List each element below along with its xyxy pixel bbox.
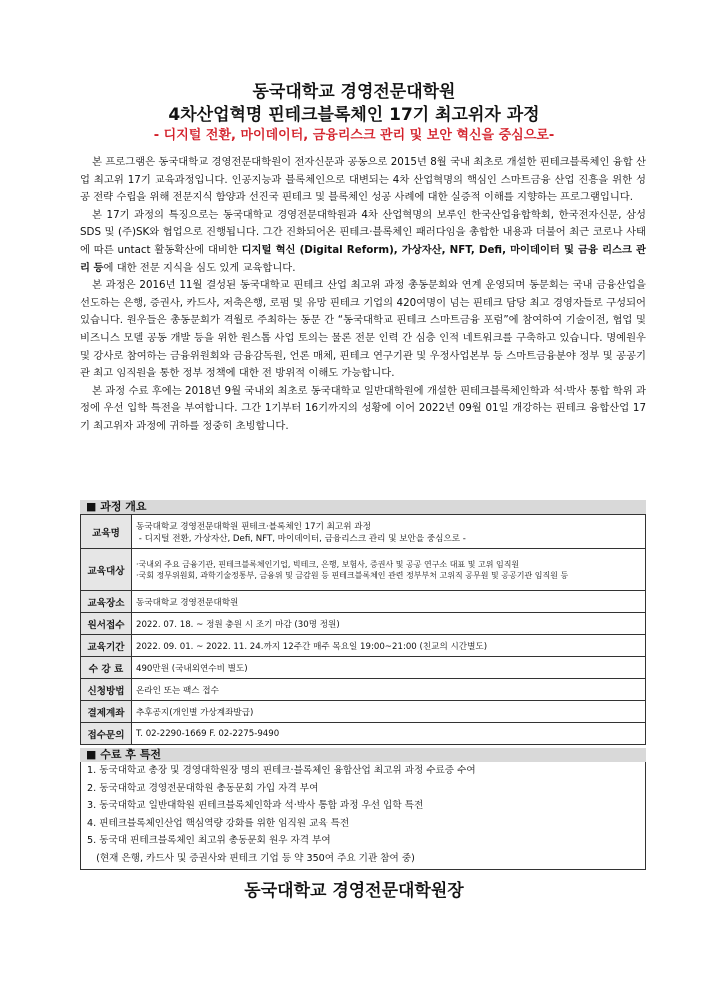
benefits-section-title: ■ 수료 후 특전 — [80, 748, 646, 762]
row-value: 온라인 또는 팩스 접수 — [132, 679, 646, 701]
overview-section-title: ■ 과정 개요 — [80, 500, 646, 514]
row-label: 결제계좌 — [81, 701, 132, 723]
row-value-line: - 디지털 전환, 가상자산, Defi, NFT, 마이데이터, 금융리스크 관리 및 보안을 중심으로 - — [136, 533, 466, 544]
row-label: 교육대상 — [81, 549, 132, 591]
table-row — [81, 591, 646, 613]
list-item: 4. 핀테크블록체인산업 핵심역량 강화를 위한 임직원 교육 특전 — [87, 817, 350, 829]
intro-paragraph-3: 본 과정은 2016년 11월 결성된 동국대학교 핀테크 산업 최고위 과정 총동문회와 연계 운영되며 동문회는 국내 금융산업을 선도하는 은행, 증권사, 카드사, 저축은행, 로펌 및 유망 핀테크 기업의 420여명이 넘는 핀테크 담당 최고 경영자들로 구성되어 있습니다. 원우들은 총동문회가 격월로 주최하는 동문 간 “동국대학교 핀테크 스마트금융 포럼”에 참여하여 기술이전, 협업 및 비즈니스 모델 공동 개발 등을 위한 원스톱 사업 토의는 물론 전문 인력 간 심층 인적 네트워크를 구축하고 있습니다. 명예원우 및 강사로 참여하는 금융위원회와 금융감독원, 언론 매체, 핀테크 연구기관 및 우정사업본부 등 스마트금융분야 정부 및 공공기관 최고 임직원을 통한 정부 정책에 대한 전 방위적 이해도 가능합니다. — [80, 279, 646, 380]
institution-title: 동국대학교 경영전문대학원 — [252, 82, 456, 102]
program-title: 4차산업혁명 핀테크블록체인 17기 최고위자 과정 — [168, 105, 540, 125]
row-value — [132, 515, 646, 549]
table-row — [81, 635, 646, 657]
intro-paragraph-4: 본 과정 수료 후에는 2018년 9월 국내외 최초로 동국대학교 일반대학원에 개설한 핀테크블록체인학과 석·박사 통합 학위 과정에 우선 입학 특전을 부여합니다. 그간 1기부터 16기까지의 성황에 이어 2022년 09월 01일 개강하는 핀테크 융합산업 17기 최고위자 과정에 귀하를 정중히 초빙합니다. — [80, 384, 646, 432]
table-row — [81, 613, 646, 635]
list-item: 1. 동국대학교 총장 및 경영대학원장 명의 핀테크·블록체인 융합산업 최고위 과정 수료증 수여 — [87, 765, 476, 776]
row-label: 수 강 료 — [81, 657, 132, 679]
list-item: (현재 은행, 카드사 및 증권사와 핀테크 기업 등 약 350여 주요 기관 참여 중) — [87, 852, 415, 864]
row-value: 동국대학교 경영전문대학원 — [132, 591, 646, 613]
intro-p2-bold: 디지털 혁신 (Digital Reform), 가상자산, NFT, Defi, 마이데이터 및 금융 리스크 관리 등 — [80, 243, 646, 274]
intro-paragraph-1: 본 프로그램은 동국대학교 경영전문대학원이 전자신문과 공동으로 2015년 8월 국내 최초로 개설한 핀테크블록체인 융합 산업 최고위 17기 교육과정입니다. 인공지능과 블록체인으로 대변되는 4차 산업혁명의 핵심인 스마트금융 산업 진흥을 위한 성공 전략 수립을 위해 전문지식 함양과 선진국 핀테크 및 블록체인 성공 사례에 대한 실증적 이해를 지향하는 프로그램입니다. — [80, 156, 646, 204]
benefits-list — [80, 762, 646, 870]
table-row — [81, 657, 646, 679]
intro-p2-text-end: 에 대한 전문 지식을 심도 있게 교육합니다. — [103, 261, 296, 274]
program-subtitle: - 디지털 전환, 마이데이터, 금융리스크 관리 및 보안 혁신을 중심으로- — [153, 128, 555, 143]
overview-table — [80, 514, 646, 745]
intro-paragraph-2 — [80, 207, 646, 277]
row-value: 2022. 07. 18. ~ 정원 충원 시 조기 마감 (30명 정원) — [132, 613, 646, 635]
intro-p2-text: 본 17기 과정의 특징으로는 동국대학교 경영전문대학원과 4차 산업혁명의 보루인 한국산업융합학회, 한국전자신문, 삼성SDS 및 (주)SK와 협업으로 진행됩니다. 그간 진화되어온 핀테크·블록체인 패러다임을 총합한 내용과 더불어 최근 코로나 사태에 따른 untact 활동확산에 대비한 — [80, 208, 646, 256]
table-row — [81, 723, 646, 745]
list-item: 5. 동국대 핀테크블록체인 최고위 총동문회 원우 자격 부여 — [87, 835, 331, 846]
row-value: 추후공지(개인별 가상계좌발급) — [132, 701, 646, 723]
signature: 동국대학교 경영전문대학원장 — [244, 881, 464, 901]
row-label: 교육기간 — [81, 635, 132, 657]
table-row — [81, 549, 646, 591]
row-value: 2022. 09. 01. ~ 2022. 11. 24.까지 12주간 매주 목요일 19:00~21:00 (친교의 시간별도) — [132, 635, 646, 657]
row-value-line: ·국회 정무위원회, 과학기술정통부, 금융위 및 금감원 등 핀테크블록체인 관련 정부부처 고위직 공무원 및 공공기관 임직원 등 — [136, 570, 569, 580]
intro-text — [80, 154, 646, 436]
row-value-line: 동국대학교 경영전문대학원 핀테크·블록체인 17기 최고위 과정 — [136, 521, 371, 532]
row-label: 원서접수 — [81, 613, 132, 635]
table-row — [81, 679, 646, 701]
row-label: 교육명 — [81, 515, 132, 549]
row-label: 신청방법 — [81, 679, 132, 701]
row-value-line: ·국내외 주요 금융기관, 핀테크블록체인기업, 빅테크, 은행, 보험사, 증권사 및 공공 연구소 대표 및 고위 임직원 — [136, 559, 520, 569]
list-item: 2. 동국대학교 경영전문대학원 총동문회 가입 자격 부여 — [87, 782, 319, 794]
row-value — [132, 549, 646, 591]
row-label: 접수문의 — [81, 723, 132, 745]
table-row — [81, 701, 646, 723]
row-value: T. 02-2290-1669 F. 02-2275-9490 — [132, 723, 646, 745]
row-label: 교육장소 — [81, 591, 132, 613]
list-item: 3. 동국대학교 일반대학원 핀테크블록체인학과 석·박사 통합 과정 우선 입학 특전 — [87, 800, 424, 811]
row-value: 490만원 (국내외연수비 별도) — [132, 657, 646, 679]
table-row — [81, 515, 646, 549]
